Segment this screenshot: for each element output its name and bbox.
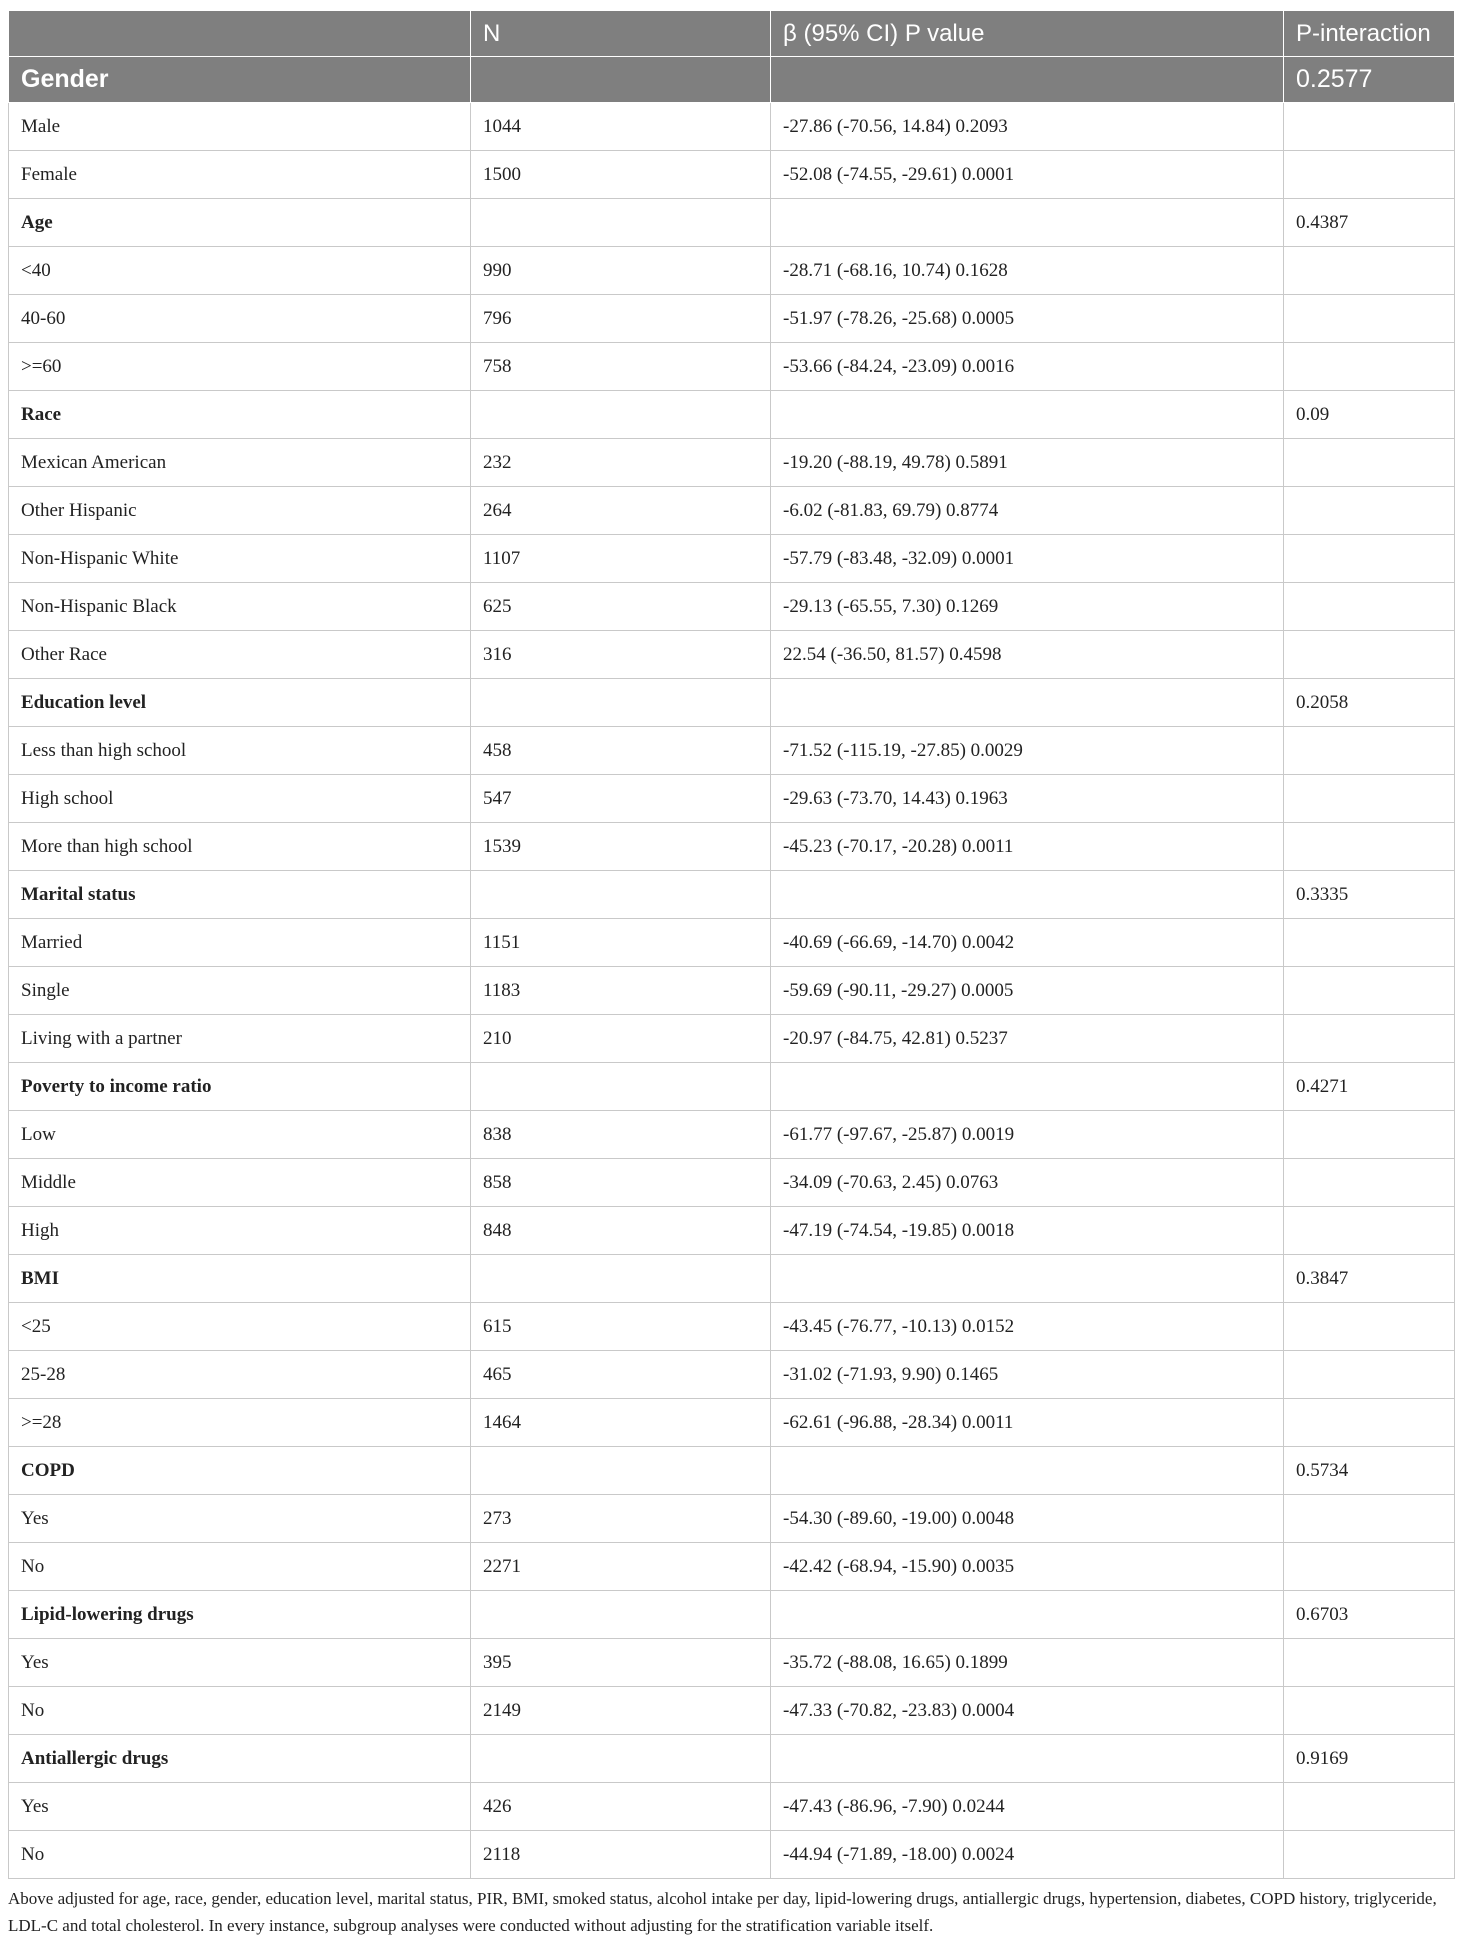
subgroup-n: 615 bbox=[471, 1303, 771, 1351]
subgroup-beta: -45.23 (-70.17, -20.28) 0.0011 bbox=[771, 823, 1284, 871]
subgroup-beta: -53.66 (-84.24, -23.09) 0.0016 bbox=[771, 343, 1284, 391]
subgroup-label: 25-28 bbox=[9, 1351, 471, 1399]
subgroup-n: 2149 bbox=[471, 1687, 771, 1735]
table-header bbox=[9, 11, 1455, 103]
subgroup-label: More than high school bbox=[9, 823, 471, 871]
subgroup-label: High school bbox=[9, 775, 471, 823]
subgroup-p-empty bbox=[1284, 631, 1455, 679]
subgroup-p-empty bbox=[1284, 1015, 1455, 1063]
group-n-empty bbox=[471, 391, 771, 439]
group-label: COPD bbox=[9, 1447, 471, 1495]
subgroup-beta: -47.33 (-70.82, -23.83) 0.0004 bbox=[771, 1687, 1284, 1735]
subgroup-p-empty bbox=[1284, 1639, 1455, 1687]
subgroup-table-container bbox=[8, 10, 1454, 1939]
table-footnote: Above adjusted for age, race, gender, education level, marital status, PIR, BMI, smoked status, alcohol intake per day, lipid-lowering drugs, antiallergic drugs, hypertension, diabetes, COPD history, triglyceride, LDL-C and total cholesterol. In every instance, subgroup analyses were conducted without adjusting for the stratification variable itself. bbox=[8, 1889, 1437, 1935]
subgroup-p-empty bbox=[1284, 343, 1455, 391]
table-row bbox=[9, 967, 1455, 1015]
subgroup-beta: -20.97 (-84.75, 42.81) 0.5237 bbox=[771, 1015, 1284, 1063]
table-row bbox=[9, 1015, 1455, 1063]
subgroup-label: Other Hispanic bbox=[9, 487, 471, 535]
subgroup-p-empty bbox=[1284, 439, 1455, 487]
group-n-empty bbox=[471, 1255, 771, 1303]
group-beta-empty bbox=[771, 1735, 1284, 1783]
subgroup-beta: -34.09 (-70.63, 2.45) 0.0763 bbox=[771, 1159, 1284, 1207]
subgroup-analysis-table bbox=[8, 10, 1455, 1879]
group-beta-empty bbox=[771, 57, 1284, 103]
subgroup-n: 625 bbox=[471, 583, 771, 631]
table-row bbox=[9, 1207, 1455, 1255]
subgroup-p-empty bbox=[1284, 919, 1455, 967]
group-p-interaction: 0.4271 bbox=[1284, 1063, 1455, 1111]
subgroup-beta: -44.94 (-71.89, -18.00) 0.0024 bbox=[771, 1831, 1284, 1879]
subgroup-beta: -62.61 (-96.88, -28.34) 0.0011 bbox=[771, 1399, 1284, 1447]
subgroup-beta: -35.72 (-88.08, 16.65) 0.1899 bbox=[771, 1639, 1284, 1687]
subgroup-n: 210 bbox=[471, 1015, 771, 1063]
group-n-empty bbox=[471, 1591, 771, 1639]
subgroup-beta: -43.45 (-76.77, -10.13) 0.0152 bbox=[771, 1303, 1284, 1351]
group-n-empty bbox=[471, 679, 771, 727]
subgroup-label: No bbox=[9, 1543, 471, 1591]
subgroup-beta: -52.08 (-74.55, -29.61) 0.0001 bbox=[771, 151, 1284, 199]
group-p-interaction: 0.3335 bbox=[1284, 871, 1455, 919]
group-label: Antiallergic drugs bbox=[9, 1735, 471, 1783]
subgroup-p-empty bbox=[1284, 535, 1455, 583]
table-row bbox=[9, 919, 1455, 967]
subgroup-n: 264 bbox=[471, 487, 771, 535]
group-p-interaction: 0.2577 bbox=[1284, 57, 1455, 103]
table-row bbox=[9, 583, 1455, 631]
subgroup-p-empty bbox=[1284, 1687, 1455, 1735]
subgroup-label: No bbox=[9, 1831, 471, 1879]
subgroup-label: Female bbox=[9, 151, 471, 199]
subgroup-p-empty bbox=[1284, 1831, 1455, 1879]
table-row bbox=[9, 631, 1455, 679]
subgroup-beta: -47.19 (-74.54, -19.85) 0.0018 bbox=[771, 1207, 1284, 1255]
subgroup-n: 426 bbox=[471, 1783, 771, 1831]
group-p-interaction: 0.5734 bbox=[1284, 1447, 1455, 1495]
header-n: N bbox=[471, 11, 771, 57]
subgroup-n: 1183 bbox=[471, 967, 771, 1015]
subgroup-label: Male bbox=[9, 103, 471, 151]
table-row bbox=[9, 247, 1455, 295]
table-row bbox=[9, 1111, 1455, 1159]
subgroup-n: 232 bbox=[471, 439, 771, 487]
subgroup-label: High bbox=[9, 1207, 471, 1255]
subgroup-p-empty bbox=[1284, 1159, 1455, 1207]
group-beta-empty bbox=[771, 1063, 1284, 1111]
subgroup-n: 458 bbox=[471, 727, 771, 775]
subgroup-beta: -29.63 (-73.70, 14.43) 0.1963 bbox=[771, 775, 1284, 823]
table-row bbox=[9, 487, 1455, 535]
subgroup-beta: 22.54 (-36.50, 81.57) 0.4598 bbox=[771, 631, 1284, 679]
group-row bbox=[9, 391, 1455, 439]
header-subgroup bbox=[9, 11, 471, 57]
subgroup-p-empty bbox=[1284, 1783, 1455, 1831]
table-row bbox=[9, 1783, 1455, 1831]
subgroup-p-empty bbox=[1284, 295, 1455, 343]
table-row bbox=[9, 535, 1455, 583]
group-beta-empty bbox=[771, 871, 1284, 919]
group-n-empty bbox=[471, 1447, 771, 1495]
subgroup-label: <40 bbox=[9, 247, 471, 295]
group-row bbox=[9, 1591, 1455, 1639]
group-label: Marital status bbox=[9, 871, 471, 919]
subgroup-n: 465 bbox=[471, 1351, 771, 1399]
group-p-interaction: 0.9169 bbox=[1284, 1735, 1455, 1783]
subgroup-label: No bbox=[9, 1687, 471, 1735]
subgroup-beta: -61.77 (-97.67, -25.87) 0.0019 bbox=[771, 1111, 1284, 1159]
subgroup-n: 1500 bbox=[471, 151, 771, 199]
group-p-interaction: 0.3847 bbox=[1284, 1255, 1455, 1303]
subgroup-label: Single bbox=[9, 967, 471, 1015]
subgroup-beta: -51.97 (-78.26, -25.68) 0.0005 bbox=[771, 295, 1284, 343]
subgroup-label: >=60 bbox=[9, 343, 471, 391]
table-row bbox=[9, 1351, 1455, 1399]
subgroup-p-empty bbox=[1284, 247, 1455, 295]
subgroup-label: Yes bbox=[9, 1783, 471, 1831]
table-body bbox=[9, 103, 1455, 1879]
subgroup-n: 1107 bbox=[471, 535, 771, 583]
subgroup-beta: -31.02 (-71.93, 9.90) 0.1465 bbox=[771, 1351, 1284, 1399]
subgroup-beta: -54.30 (-89.60, -19.00) 0.0048 bbox=[771, 1495, 1284, 1543]
group-label: Age bbox=[9, 199, 471, 247]
table-row bbox=[9, 1159, 1455, 1207]
group-row bbox=[9, 1447, 1455, 1495]
subgroup-beta: -19.20 (-88.19, 49.78) 0.5891 bbox=[771, 439, 1284, 487]
group-row bbox=[9, 199, 1455, 247]
table-row bbox=[9, 1831, 1455, 1879]
subgroup-p-empty bbox=[1284, 583, 1455, 631]
table-row bbox=[9, 1495, 1455, 1543]
group-p-interaction: 0.4387 bbox=[1284, 199, 1455, 247]
group-row bbox=[9, 871, 1455, 919]
subgroup-beta: -27.86 (-70.56, 14.84) 0.2093 bbox=[771, 103, 1284, 151]
subgroup-p-empty bbox=[1284, 1351, 1455, 1399]
subgroup-n: 990 bbox=[471, 247, 771, 295]
group-n-empty bbox=[471, 199, 771, 247]
subgroup-label: Non-Hispanic White bbox=[9, 535, 471, 583]
subgroup-label: Mexican American bbox=[9, 439, 471, 487]
header-p-interaction: P-interaction bbox=[1284, 11, 1455, 57]
subgroup-p-empty bbox=[1284, 487, 1455, 535]
group-row bbox=[9, 1255, 1455, 1303]
subgroup-beta: -71.52 (-115.19, -27.85) 0.0029 bbox=[771, 727, 1284, 775]
subgroup-n: 838 bbox=[471, 1111, 771, 1159]
subgroup-beta: -6.02 (-81.83, 69.79) 0.8774 bbox=[771, 487, 1284, 535]
subgroup-label: Less than high school bbox=[9, 727, 471, 775]
subgroup-n: 1539 bbox=[471, 823, 771, 871]
subgroup-n: 1151 bbox=[471, 919, 771, 967]
group-row-gender bbox=[9, 57, 1455, 103]
subgroup-p-empty bbox=[1284, 1495, 1455, 1543]
group-label: Poverty to income ratio bbox=[9, 1063, 471, 1111]
subgroup-n: 858 bbox=[471, 1159, 771, 1207]
group-row bbox=[9, 1735, 1455, 1783]
group-beta-empty bbox=[771, 391, 1284, 439]
subgroup-n: 316 bbox=[471, 631, 771, 679]
subgroup-p-empty bbox=[1284, 103, 1455, 151]
subgroup-p-empty bbox=[1284, 1543, 1455, 1591]
table-row bbox=[9, 823, 1455, 871]
subgroup-n: 758 bbox=[471, 343, 771, 391]
subgroup-n: 547 bbox=[471, 775, 771, 823]
subgroup-p-empty bbox=[1284, 1399, 1455, 1447]
subgroup-beta: -59.69 (-90.11, -29.27) 0.0005 bbox=[771, 967, 1284, 1015]
group-beta-empty bbox=[771, 1447, 1284, 1495]
subgroup-label: <25 bbox=[9, 1303, 471, 1351]
group-n-empty bbox=[471, 57, 771, 103]
group-p-interaction: 0.2058 bbox=[1284, 679, 1455, 727]
table-row bbox=[9, 295, 1455, 343]
subgroup-p-empty bbox=[1284, 1111, 1455, 1159]
table-row bbox=[9, 151, 1455, 199]
subgroup-p-empty bbox=[1284, 967, 1455, 1015]
group-label: Gender bbox=[9, 57, 471, 103]
group-beta-empty bbox=[771, 1255, 1284, 1303]
group-n-empty bbox=[471, 871, 771, 919]
subgroup-beta: -57.79 (-83.48, -32.09) 0.0001 bbox=[771, 535, 1284, 583]
subgroup-p-empty bbox=[1284, 151, 1455, 199]
subgroup-p-empty bbox=[1284, 823, 1455, 871]
subgroup-label: Yes bbox=[9, 1495, 471, 1543]
subgroup-label: >=28 bbox=[9, 1399, 471, 1447]
group-beta-empty bbox=[771, 199, 1284, 247]
subgroup-p-empty bbox=[1284, 1207, 1455, 1255]
table-row bbox=[9, 1687, 1455, 1735]
subgroup-label: Low bbox=[9, 1111, 471, 1159]
subgroup-beta: -42.42 (-68.94, -15.90) 0.0035 bbox=[771, 1543, 1284, 1591]
group-label: Race bbox=[9, 391, 471, 439]
subgroup-p-empty bbox=[1284, 727, 1455, 775]
table-row bbox=[9, 343, 1455, 391]
subgroup-beta: -40.69 (-66.69, -14.70) 0.0042 bbox=[771, 919, 1284, 967]
subgroup-beta: -29.13 (-65.55, 7.30) 0.1269 bbox=[771, 583, 1284, 631]
table-row bbox=[9, 439, 1455, 487]
table-row bbox=[9, 1399, 1455, 1447]
group-beta-empty bbox=[771, 1591, 1284, 1639]
subgroup-p-empty bbox=[1284, 775, 1455, 823]
group-beta-empty bbox=[771, 679, 1284, 727]
subgroup-p-empty bbox=[1284, 1303, 1455, 1351]
subgroup-n: 395 bbox=[471, 1639, 771, 1687]
table-row bbox=[9, 1639, 1455, 1687]
subgroup-n: 796 bbox=[471, 295, 771, 343]
subgroup-label: 40-60 bbox=[9, 295, 471, 343]
group-p-interaction: 0.6703 bbox=[1284, 1591, 1455, 1639]
subgroup-n: 2118 bbox=[471, 1831, 771, 1879]
subgroup-label: Living with a partner bbox=[9, 1015, 471, 1063]
subgroup-n: 1044 bbox=[471, 103, 771, 151]
subgroup-n: 1464 bbox=[471, 1399, 771, 1447]
group-label: BMI bbox=[9, 1255, 471, 1303]
subgroup-label: Middle bbox=[9, 1159, 471, 1207]
subgroup-n: 2271 bbox=[471, 1543, 771, 1591]
subgroup-beta: -28.71 (-68.16, 10.74) 0.1628 bbox=[771, 247, 1284, 295]
group-row bbox=[9, 1063, 1455, 1111]
subgroup-n: 273 bbox=[471, 1495, 771, 1543]
subgroup-label: Yes bbox=[9, 1639, 471, 1687]
group-label: Education level bbox=[9, 679, 471, 727]
subgroup-label: Non-Hispanic Black bbox=[9, 583, 471, 631]
subgroup-n: 848 bbox=[471, 1207, 771, 1255]
table-row bbox=[9, 727, 1455, 775]
group-row bbox=[9, 679, 1455, 727]
table-row bbox=[9, 1303, 1455, 1351]
group-label: Lipid-lowering drugs bbox=[9, 1591, 471, 1639]
header-row bbox=[9, 11, 1455, 57]
subgroup-label: Married bbox=[9, 919, 471, 967]
group-n-empty bbox=[471, 1063, 771, 1111]
table-row bbox=[9, 1543, 1455, 1591]
group-n-empty bbox=[471, 1735, 771, 1783]
table-row bbox=[9, 103, 1455, 151]
subgroup-beta: -47.43 (-86.96, -7.90) 0.0244 bbox=[771, 1783, 1284, 1831]
subgroup-label: Other Race bbox=[9, 631, 471, 679]
header-beta-ci-p: β (95% CI) P value bbox=[771, 11, 1284, 57]
group-p-interaction: 0.09 bbox=[1284, 391, 1455, 439]
table-row bbox=[9, 775, 1455, 823]
